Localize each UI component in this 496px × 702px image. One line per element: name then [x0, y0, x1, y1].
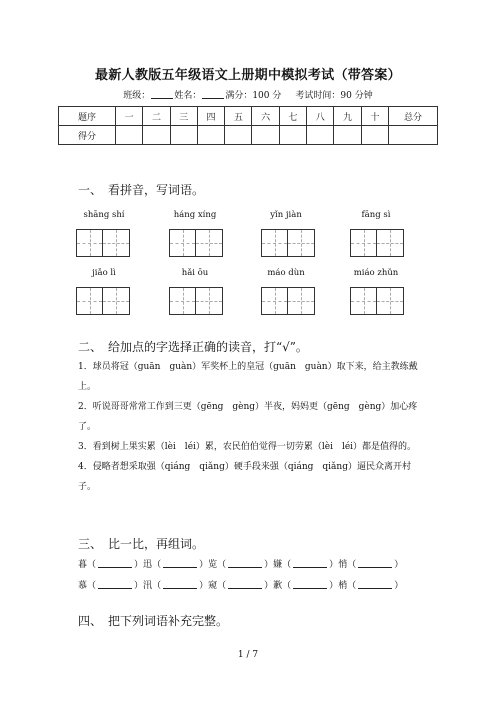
section-number: 四、 [78, 614, 103, 628]
column-header: 五 [225, 107, 252, 126]
char-label: 暮 [78, 560, 88, 570]
column-header: 九 [334, 107, 361, 126]
char-label: 歉 [273, 581, 283, 591]
section-title: 给加点的字选择正确的读音，打“√”。 [108, 340, 308, 354]
page-number: 1 / 7 [237, 650, 259, 660]
word-row-1 [78, 557, 403, 570]
writing-grid[interactable] [350, 229, 404, 257]
pinyin-label: fāng sì [361, 210, 391, 220]
score-cell[interactable] [197, 126, 224, 145]
pinyin-label: yǐn jiàn [270, 210, 302, 220]
char-label: 览 [208, 560, 218, 570]
answer-blank[interactable] [228, 558, 262, 568]
writing-grid[interactable] [169, 229, 223, 257]
pinyin-label: hǎi ōu [181, 268, 209, 278]
score-table [58, 106, 438, 145]
paren-open: （ [152, 560, 162, 570]
exam-time: 考试时间：90 分钟 [295, 91, 373, 101]
paren-close: ） [329, 560, 339, 570]
question-list [78, 357, 423, 497]
char-label: 迅 [143, 560, 153, 570]
section-title: 把下列词语补充完整。 [108, 614, 229, 628]
writing-grid[interactable] [76, 229, 130, 257]
column-header: 十 [361, 107, 388, 126]
row-label-question: 题序 [59, 107, 116, 126]
page-title: 最新人教版五年级语文上册期中模拟考试（带答案） [95, 68, 401, 83]
char-label: 悄 [338, 560, 348, 570]
paren-close: ） [199, 581, 209, 591]
paren-open: （ [217, 560, 227, 570]
score-cell-total[interactable] [389, 126, 438, 145]
class-label: 班级： [123, 91, 151, 101]
paren-close: ） [394, 581, 404, 591]
question-item: 1．球员将冠（guān guàn）军奖杯上的皇冠（guān guàn）取下来，给主教练戴上。 [78, 362, 418, 392]
char-label: 嫌 [273, 560, 283, 570]
section-4-heading [78, 612, 228, 629]
score-cell[interactable] [252, 126, 279, 145]
paren-open: （ [152, 581, 162, 591]
char-label: 汛 [143, 581, 153, 591]
answer-blank[interactable] [228, 579, 262, 589]
score-table-score-row [59, 126, 438, 145]
writing-grid[interactable] [261, 229, 315, 257]
pinyin-label: shāng shí [83, 210, 125, 220]
section-number: 三、 [78, 537, 103, 551]
section-3-heading [78, 535, 204, 552]
class-blank [151, 89, 173, 99]
section-title: 比一比，再组词。 [108, 537, 205, 551]
char-label: 梢 [338, 581, 348, 591]
column-header: 四 [197, 107, 224, 126]
char-label: 慕 [78, 581, 88, 591]
answer-blank[interactable] [293, 579, 327, 589]
word-row-2 [78, 578, 403, 591]
column-header: 二 [143, 107, 170, 126]
section-number: 二、 [78, 340, 103, 354]
pinyin-label: háng xíng [173, 210, 217, 220]
answer-blank[interactable] [358, 579, 392, 589]
row-label-score: 得分 [59, 126, 116, 145]
answer-blank[interactable] [98, 579, 132, 589]
column-header: 七 [279, 107, 306, 126]
full-score: 满分：100 分 [225, 91, 282, 101]
writing-grid[interactable] [350, 287, 404, 315]
pinyin-label: máo dùn [267, 268, 305, 278]
answer-blank[interactable] [98, 558, 132, 568]
column-header: 三 [170, 107, 197, 126]
answer-blank[interactable] [163, 579, 197, 589]
question-item: 3．看到树上果实累（lèi léi）累，农民伯伯觉得一切劳累（lèi léi）都是值得的。 [78, 442, 417, 452]
question-item: 4．侵略者想采取强（qiáng qiǎng）硬手段来强（qiáng qiǎng）逼民众离开村子。 [78, 462, 411, 492]
paren-close: ） [394, 560, 404, 570]
name-blank [202, 89, 224, 99]
pinyin-label: miáo zhǔn [353, 268, 399, 278]
column-header: 六 [252, 107, 279, 126]
score-cell[interactable] [225, 126, 252, 145]
paren-open: （ [217, 581, 227, 591]
paren-close: ） [134, 560, 144, 570]
paren-close: ） [199, 560, 209, 570]
section-1-heading [78, 181, 204, 198]
exam-info [0, 88, 496, 101]
paren-open: （ [87, 581, 97, 591]
question-item: 2．听说哥哥常常工作到三更（gēng gèng）半夜，妈妈更（gēng gèng）加心疼了。 [78, 402, 418, 432]
score-cell[interactable] [170, 126, 197, 145]
paren-close: ） [134, 581, 144, 591]
paren-close: ） [329, 581, 339, 591]
paren-open: （ [347, 581, 357, 591]
writing-grid[interactable] [261, 287, 315, 315]
name-label: 姓名： [174, 91, 202, 101]
paren-open: （ [87, 560, 97, 570]
score-cell[interactable] [307, 126, 334, 145]
pinyin-label: jiǎo lì [92, 268, 116, 278]
section-2-heading [78, 338, 308, 355]
writing-grid[interactable] [76, 287, 130, 315]
score-cell[interactable] [143, 126, 170, 145]
paren-open: （ [282, 560, 292, 570]
score-cell[interactable] [334, 126, 361, 145]
score-cell[interactable] [361, 126, 388, 145]
answer-blank[interactable] [358, 558, 392, 568]
paren-close: ） [264, 560, 274, 570]
paren-close: ） [264, 581, 274, 591]
section-title: 看拼音，写词语。 [108, 183, 205, 197]
paren-open: （ [282, 581, 292, 591]
column-header: 八 [307, 107, 334, 126]
score-cell[interactable] [116, 126, 143, 145]
answer-blank[interactable] [163, 558, 197, 568]
section-number: 一、 [78, 183, 103, 197]
column-header-total: 总分 [389, 107, 438, 126]
score-table-header-row [59, 107, 438, 126]
char-label: 窥 [208, 581, 218, 591]
column-header: 一 [116, 107, 143, 126]
answer-blank[interactable] [293, 558, 327, 568]
writing-grid[interactable] [169, 287, 223, 315]
score-cell[interactable] [279, 126, 306, 145]
paren-open: （ [347, 560, 357, 570]
